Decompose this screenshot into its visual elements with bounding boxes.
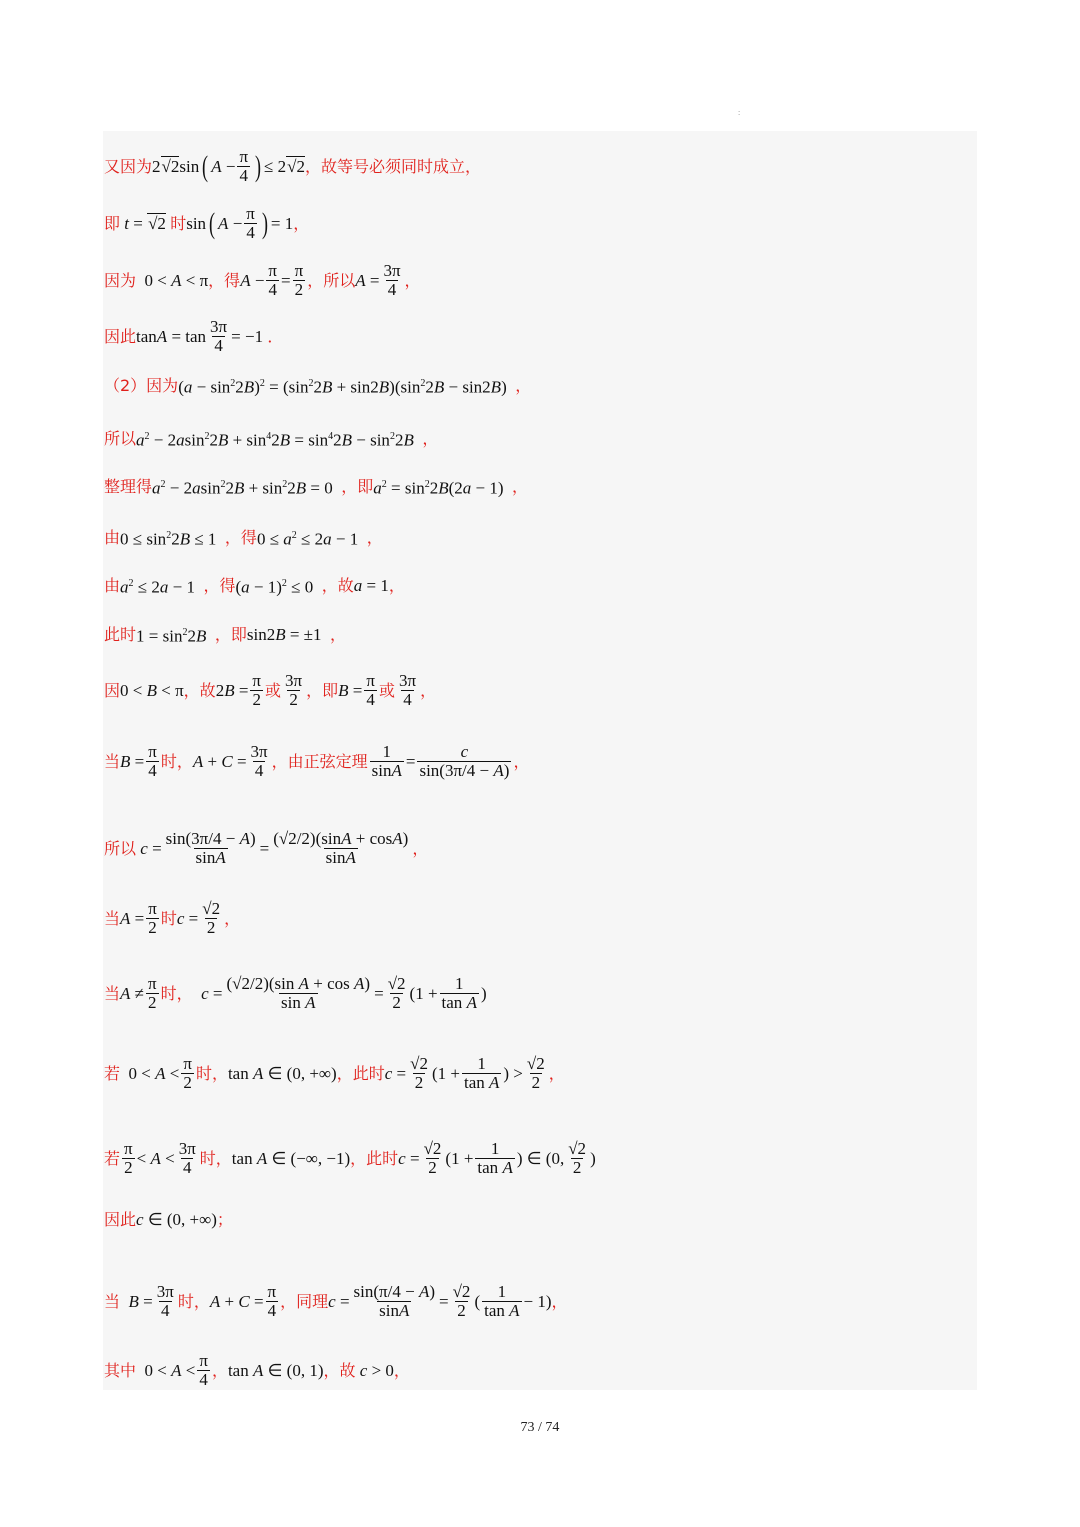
text: 又因为	[104, 156, 153, 176]
line-7	[104, 475, 980, 499]
text: ，此时	[350, 1148, 399, 1168]
fraction: $\frac{√2}{2}$	[452, 1282, 471, 1320]
line-14	[104, 900, 980, 937]
text: 时，	[160, 751, 193, 771]
text: 当	[104, 908, 121, 928]
fraction: $\frac{\pi}{2}$	[148, 899, 157, 937]
line-8	[104, 526, 980, 550]
text: 时	[160, 908, 177, 928]
text: 若	[104, 1148, 121, 1168]
fraction: $\frac{√2}{2}$	[526, 1054, 545, 1092]
fraction: $\frac{\pi}{4}$	[268, 261, 278, 299]
fraction: $\frac{√2}{2}$	[410, 1054, 428, 1092]
math: (	[209, 206, 216, 240]
text: ，得	[208, 270, 241, 290]
math: B =	[128, 1291, 153, 1311]
text: 所以	[104, 428, 137, 448]
text: ，	[330, 624, 347, 644]
math: 0 < A < π	[136, 270, 209, 290]
math: tanA = tan	[136, 326, 207, 346]
math: $0 \le a^2 \le 2a - 1$	[256, 529, 367, 549]
text: ，	[388, 575, 405, 595]
line-6	[104, 427, 980, 451]
text: ，	[366, 527, 383, 547]
text: 因为	[104, 270, 137, 290]
text: 或	[265, 680, 282, 700]
text: ，所以	[307, 270, 356, 290]
text: 因此	[104, 1210, 137, 1229]
fraction: $\frac{\text{(√2/2)(sin A + cos A)}}{\text{sin A}}$	[226, 974, 371, 1012]
math: A + C =	[209, 1291, 264, 1311]
math: c =	[328, 1291, 350, 1311]
text: ，故	[321, 575, 354, 595]
fraction: $\frac{\pi}{2}$	[294, 261, 304, 299]
math: sin2B = ±1	[246, 624, 331, 644]
fraction: $\frac{\pi}{4}$	[246, 204, 255, 242]
text: ，	[551, 1291, 568, 1311]
text: ，由正弦定理	[271, 751, 368, 771]
math: tan A ∈ (−∞, −1)	[231, 1148, 351, 1168]
line-12	[104, 743, 980, 780]
math: ) ∈ (0,	[516, 1148, 565, 1168]
text: ，	[211, 1360, 228, 1380]
text: 时，	[160, 983, 193, 1003]
math: )	[590, 1148, 596, 1168]
math: B =	[120, 751, 145, 771]
math: 2√2sin	[152, 156, 200, 176]
line-18	[104, 1210, 980, 1230]
math: c =	[398, 1148, 420, 1168]
text: 时，	[199, 1148, 232, 1168]
text: ，即	[341, 476, 374, 496]
fraction: $\frac{\pi}{2}$	[252, 671, 262, 709]
dot-mark: :	[738, 108, 741, 117]
math: sin	[186, 213, 207, 233]
line-9	[104, 574, 980, 598]
fraction: $\frac{\pi}{2}$	[183, 1054, 192, 1092]
text: 所以	[104, 838, 137, 858]
line-1	[104, 148, 980, 185]
math: ) >	[503, 1063, 523, 1083]
math: a = 1	[353, 575, 389, 595]
line-4	[104, 318, 980, 355]
text: ，	[393, 1360, 410, 1380]
text: ，即	[306, 680, 339, 700]
text: ，	[513, 751, 530, 771]
fraction: $\frac{\pi}{2}$	[124, 1139, 133, 1177]
math: c > 0	[359, 1360, 394, 1380]
text: 时，	[195, 1063, 228, 1083]
math: A −	[211, 156, 236, 176]
fraction: $\frac{3\pi}{4}$	[383, 261, 401, 299]
text: ．	[267, 326, 284, 346]
math: A −	[240, 270, 265, 290]
fraction: $\frac{\pi}{2}$	[148, 974, 157, 1012]
text: 时，	[177, 1291, 210, 1311]
text: 此时	[104, 624, 137, 644]
text: ，故	[183, 680, 216, 700]
math: A + C =	[192, 751, 247, 771]
math: 0 < A <	[136, 1360, 196, 1380]
math: = −1	[231, 326, 268, 346]
fraction: $\frac{3\pi}{4}$	[156, 1282, 174, 1320]
math: A =	[120, 908, 145, 928]
fraction: $\frac{3\pi}{4}$	[178, 1139, 196, 1177]
math: c =	[384, 1063, 407, 1083]
line-20	[104, 1352, 980, 1389]
math: =	[281, 270, 291, 290]
fraction: $\frac{3\pi}{4}$	[210, 317, 228, 355]
math: c =	[201, 983, 223, 1003]
text: ，	[224, 908, 241, 928]
math: c ∈ (0, +∞)	[136, 1210, 217, 1229]
text: （2）因为	[104, 375, 179, 395]
math: (1 +	[431, 1063, 460, 1083]
text: ，即	[214, 624, 247, 644]
fraction: $\frac{1}{\text{tan A}}$	[441, 974, 477, 1012]
line-16	[104, 1055, 980, 1092]
line-15	[104, 975, 980, 1012]
fraction: $\frac{√2}{2}$	[387, 974, 406, 1012]
fraction: $\frac{1}{\text{tan A}}$	[463, 1054, 500, 1092]
math: )	[255, 149, 262, 183]
text: ，此时	[336, 1063, 385, 1083]
text: ，得	[224, 527, 257, 547]
line-5	[104, 374, 980, 398]
text: ，故	[323, 1360, 356, 1380]
math: (	[202, 149, 209, 183]
fraction: $\frac{3\pi}{4}$	[250, 742, 268, 780]
math: =	[405, 751, 416, 771]
fraction: $\frac{\sin(3\pi/4 - A)}{\sin A}$	[165, 829, 256, 867]
fraction: $\frac{1}{\sin A}$	[371, 742, 402, 780]
line-17	[104, 1140, 980, 1177]
line-10	[104, 623, 980, 647]
fraction: $\frac{(√2/2)(\sin A + \cos A)}{\sin A}$	[273, 829, 409, 867]
text: 由	[104, 527, 121, 547]
math: =	[374, 983, 384, 1003]
fraction: $\frac{√2}{2}$	[568, 1139, 587, 1177]
math: 2B =	[215, 680, 249, 700]
text: 即	[104, 213, 121, 233]
text: ，同理	[280, 1291, 329, 1311]
text: 当	[104, 751, 121, 771]
math: =	[259, 838, 270, 858]
line-2	[104, 205, 980, 242]
page-number: 73 / 74	[520, 1420, 560, 1435]
math: $a^2 - 2asin^22B + \sin^42B = \sin^42B - \sin^22B$	[136, 430, 414, 450]
math: (	[474, 1291, 481, 1311]
line-19	[104, 1283, 980, 1320]
text: ；	[216, 1210, 233, 1229]
math: A =	[355, 270, 380, 290]
text: ，	[404, 270, 421, 290]
math: A ≠	[120, 983, 144, 1003]
fraction: $\frac{√2}{2}$	[423, 1139, 442, 1177]
text: ，	[422, 428, 439, 448]
text: 因此	[104, 326, 137, 346]
fraction: $\frac{\pi}{4}$	[366, 671, 375, 709]
math: )	[261, 206, 268, 240]
math: tan A ∈ (0, +∞)	[227, 1063, 337, 1083]
math: (1 +	[409, 983, 438, 1003]
fraction: $\frac{1}{\text{tan A}}$	[484, 1282, 520, 1320]
math: 0 < B < π	[120, 680, 184, 700]
math: $(a - \sin^22B)^2 = (\sin^22B + \sin 2B)(\sin^22B - \sin 2B)$	[178, 377, 516, 397]
math: =	[439, 1291, 449, 1311]
fraction: $\frac{√2}{2}$	[202, 899, 221, 937]
text: ，	[293, 213, 310, 233]
math: (1 +	[445, 1148, 474, 1168]
math: 0 < A <	[120, 1063, 180, 1083]
fraction: $\frac{3\pi}{4}$	[398, 671, 417, 709]
text: 当	[104, 1291, 121, 1311]
math: $a^2 = \sin^22B(2a - 1)$	[373, 478, 513, 498]
text: ，	[420, 680, 437, 700]
math: c =	[140, 838, 162, 858]
math: $1 = \sin^22B$	[136, 626, 207, 646]
line-3	[104, 262, 980, 299]
fraction: $\frac{c}{\sin(3\pi/4 - A)}$	[419, 742, 510, 780]
text: 若	[104, 1063, 121, 1083]
math: $0 \le \sin^22B \le 1$	[120, 529, 225, 549]
math: $a^2 - 2asin^22B + \sin^22B = 0$	[152, 478, 342, 498]
math: c =	[176, 908, 199, 928]
fraction: $\frac{3\pi}{2}$	[285, 671, 303, 709]
line-11	[104, 672, 980, 709]
line-13	[104, 830, 980, 867]
text: 时	[170, 213, 187, 233]
text: 或	[378, 680, 395, 700]
fraction: $\frac{1}{\text{tan A}}$	[477, 1139, 513, 1177]
text: ，得	[203, 575, 236, 595]
math: < A <	[136, 1148, 175, 1168]
math: $(a - 1)^2 \le 0$	[235, 577, 322, 597]
math: − 1)	[523, 1291, 552, 1311]
math: ≤ 2√2	[264, 156, 305, 176]
text: 整理得	[104, 476, 153, 496]
text: 其中	[104, 1360, 137, 1380]
fraction: $\frac{\pi}{4}$	[148, 742, 157, 780]
fraction: $\frac{\pi}{4}$	[199, 1351, 208, 1389]
text: ，故等号必须同时成立，	[304, 156, 481, 176]
text: ，	[515, 375, 532, 395]
text: ，	[548, 1063, 565, 1083]
text: ，	[512, 476, 529, 496]
math: )	[480, 983, 487, 1003]
math: $a^2 \le 2a - 1$	[120, 577, 204, 597]
math: t = √2	[124, 213, 166, 233]
fraction: $\frac{\sin(\pi/4 - A)}{\sin A}$	[353, 1282, 435, 1320]
text: 当	[104, 983, 121, 1003]
math: A −	[218, 213, 243, 233]
fraction: $\frac{\pi}{4}$	[267, 1282, 277, 1320]
math: tan A ∈ (0, 1)	[227, 1360, 324, 1380]
text: 由	[104, 575, 121, 595]
text: ，	[412, 838, 429, 858]
math: = 1	[270, 213, 294, 233]
fraction: $\frac{\pi}{4}$	[239, 147, 249, 185]
text: 因	[104, 680, 121, 700]
math: B =	[338, 680, 363, 700]
